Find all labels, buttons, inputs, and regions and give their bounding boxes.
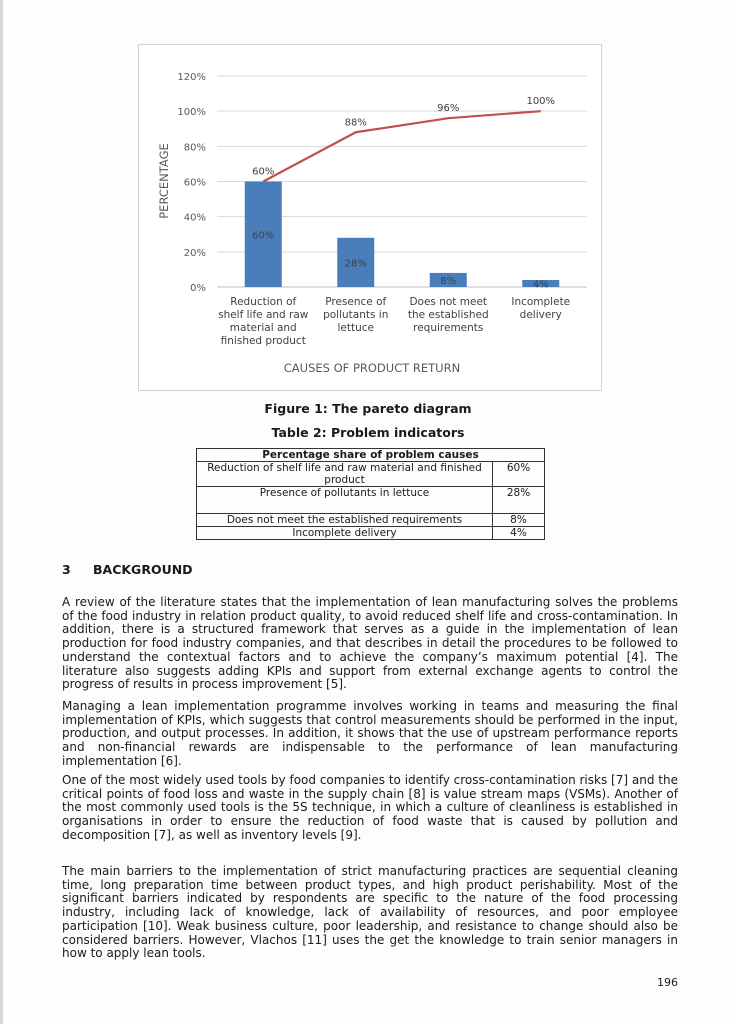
bar-data-label: 4%: [532, 279, 549, 291]
table-row: [197, 514, 545, 527]
table-cell-cause: Does not meet the established requirements: [197, 514, 493, 527]
y-tick-label: 120%: [177, 72, 206, 83]
problem-indicators-table: [196, 448, 545, 540]
x-axis-title: CAUSES OF PRODUCT RETURN: [283, 361, 461, 375]
paragraph: A review of the literature states that the implementation of lean manufacturing solves the problems of the food industry in relation product quality, to avoid reduced shelf life and cross-contamination. In addition, there is a structured framework that serves as a guide in the implementation of lean production for food industry companies, and that describes in detail the procedures to be followed to understand the contextual factors and to achieve the company’s maximum potential [4]. The literature also suggests adding KPIs and support from external exchange agents to control the progress of results in process improvement [5].: [62, 595, 678, 692]
x-tick-label: Does not meet: [409, 296, 488, 308]
paragraph: The main barriers to the implementation of strict manufacturing practices are sequential cleaning time, long preparation time between product types, and high product perishability. Most of the significant barriers indicated by respondents are specific to the nature of the food processing industry, including lack of knowledge, lack of availability of resources, and poor employee participation [10]. Weak business culture, poor leadership, and resistance to change should also be considered barriers. However, Vlachos [11] uses the get the knowledge to train senior managers in how to apply lean tools.: [62, 864, 678, 961]
x-tick-label: shelf life and raw: [218, 309, 309, 321]
x-tick-label: Presence of: [325, 296, 387, 308]
y-tick-label: 20%: [183, 247, 206, 259]
y-axis-title: PERCENTAGE: [157, 143, 171, 219]
figure-caption: Figure 1: The pareto diagram: [264, 401, 472, 416]
x-tick-label: lettuce: [337, 322, 374, 334]
section-heading: [62, 562, 193, 577]
line-data-label: 100%: [526, 96, 556, 108]
table-row: [197, 527, 545, 540]
bar-data-label: 60%: [252, 230, 275, 242]
table-cell-value: 8%: [493, 514, 545, 527]
table-cell-cause: Presence of pollutants in lettuce: [197, 487, 493, 514]
table-row: [197, 462, 545, 487]
bar-data-label: 28%: [344, 258, 367, 270]
table-row: [197, 487, 545, 514]
page-number: 196: [657, 976, 678, 989]
table-cell-value: 4%: [493, 527, 545, 540]
table-cell-cause: Incomplete delivery: [197, 527, 493, 540]
x-tick-label: delivery: [519, 309, 562, 321]
paragraph: Managing a lean implementation programme involves working in teams and measuring the final implementation of KPIs, which suggests that control measurements should be performed in the input, production, and output processes. In addition, it shows that the use of upstream performance reports and non-financial rewards are indispensable to the performance of lean manufacturing implementation [6].: [62, 699, 678, 768]
table-header: Percentage share of problem causes: [197, 449, 545, 462]
y-tick-label: 100%: [177, 107, 206, 119]
table-cell-value: 60%: [493, 462, 545, 487]
line-data-label: 60%: [252, 166, 275, 178]
table-cell-value: 28%: [493, 487, 545, 514]
page-edge-shadow: [0, 0, 3, 1024]
y-tick-label: 0%: [190, 283, 206, 294]
x-tick-label: pollutants in: [323, 309, 389, 321]
bar-data-label: 8%: [440, 275, 457, 287]
paragraph: One of the most widely used tools by food companies to identify cross-contamination risks [7] and the critical points of food loss and waste in the supply chain [8] is value stream maps (VSMs). Another of the most commonly used tools is the 5S technique, in which a culture of cleanliness is established in organisations in order to ensure the reduction of food waste that is caused by pollution and decomposition [7], as well as inventory levels [9].: [62, 773, 678, 842]
x-tick-label: Incomplete: [511, 296, 571, 308]
table-caption: Table 2: Problem indicators: [271, 425, 465, 440]
section-title: BACKGROUND: [93, 562, 193, 577]
pareto-chart: [138, 44, 602, 391]
x-tick-label: Reduction of: [230, 296, 297, 308]
x-tick-label: the established: [407, 309, 489, 321]
line-data-label: 96%: [437, 103, 460, 115]
x-tick-label: requirements: [413, 322, 484, 334]
x-tick-label: finished product: [220, 335, 306, 347]
pareto-chart-svg: [139, 45, 603, 392]
x-tick-label: material and: [229, 322, 297, 334]
table-cell-cause: Reduction of shelf life and raw material and finished product: [197, 462, 493, 487]
y-tick-label: 60%: [183, 177, 206, 189]
y-tick-label: 40%: [183, 212, 206, 224]
line-data-label: 88%: [344, 117, 367, 129]
y-tick-label: 80%: [183, 142, 206, 154]
section-number: 3: [62, 562, 71, 577]
table-header-row: [197, 449, 545, 462]
